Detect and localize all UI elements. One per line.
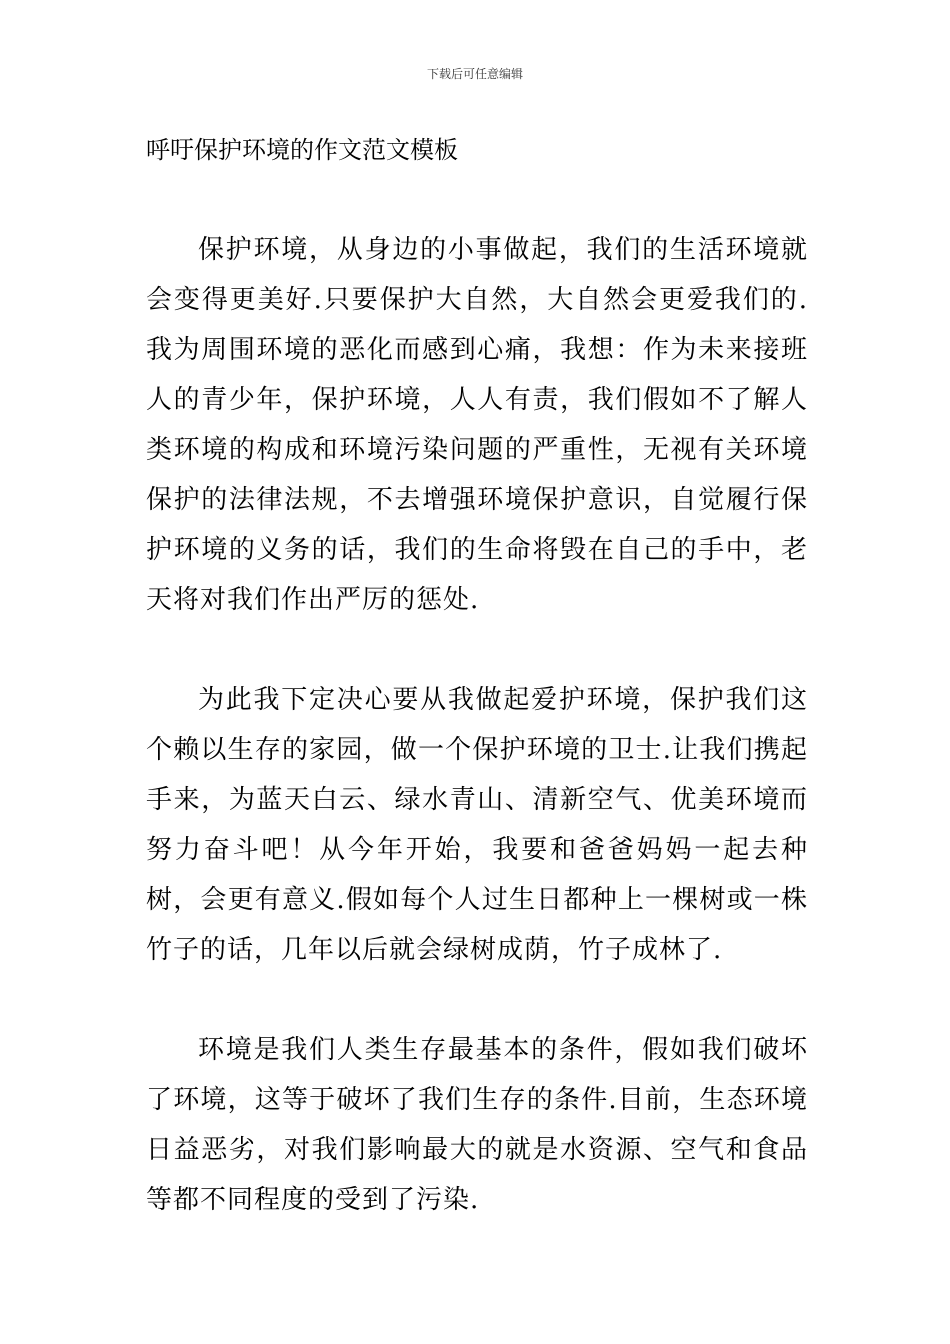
paragraph-1: 保护环境，从身边的小事做起，我们的生活环境就会变得更美好.只要保护大自然，大自然会更爱我们的.我为周围环境的恶化而感到心痛，我想：作为未来接班人的青少年，保护环境，人人有责，我们假如不了解人类环境的构成和环境污染问题的严重性，无视有关环境保护的法律法规，不去增强环境保护意识，自觉履行保护环境的义务的话，我们的生命将毁在自己的手中，老天将对我们作出严厉的惩处. — [146, 235, 808, 615]
paragraph-3: 环境是我们人类生存最基本的条件，假如我们破坏了环境，这等于破坏了我们生存的条件.目前，生态环境日益恶劣，对我们影响最大的就是水资源、空气和食品等都不同程度的受到了污染. — [146, 1035, 808, 1215]
paragraph-2: 为此我下定决心要从我做起爱护环境，保护我们这个赖以生存的家园，做一个保护环境的卫士.让我们携起手来，为蓝天白云、绿水青山、清新空气、优美环境而努力奋斗吧！从今年开始，我要和爸爸妈妈一起去种树，会更有意义.假如每个人过生日都种上一棵树或一株竹子的话，几年以后就会绿树成荫，竹子成林了. — [146, 685, 808, 965]
document-title: 呼吁保护环境的作文范文模板 — [146, 136, 458, 164]
document-body — [146, 225, 808, 1275]
header-note: 下载后可任意编辑 — [426, 67, 523, 81]
